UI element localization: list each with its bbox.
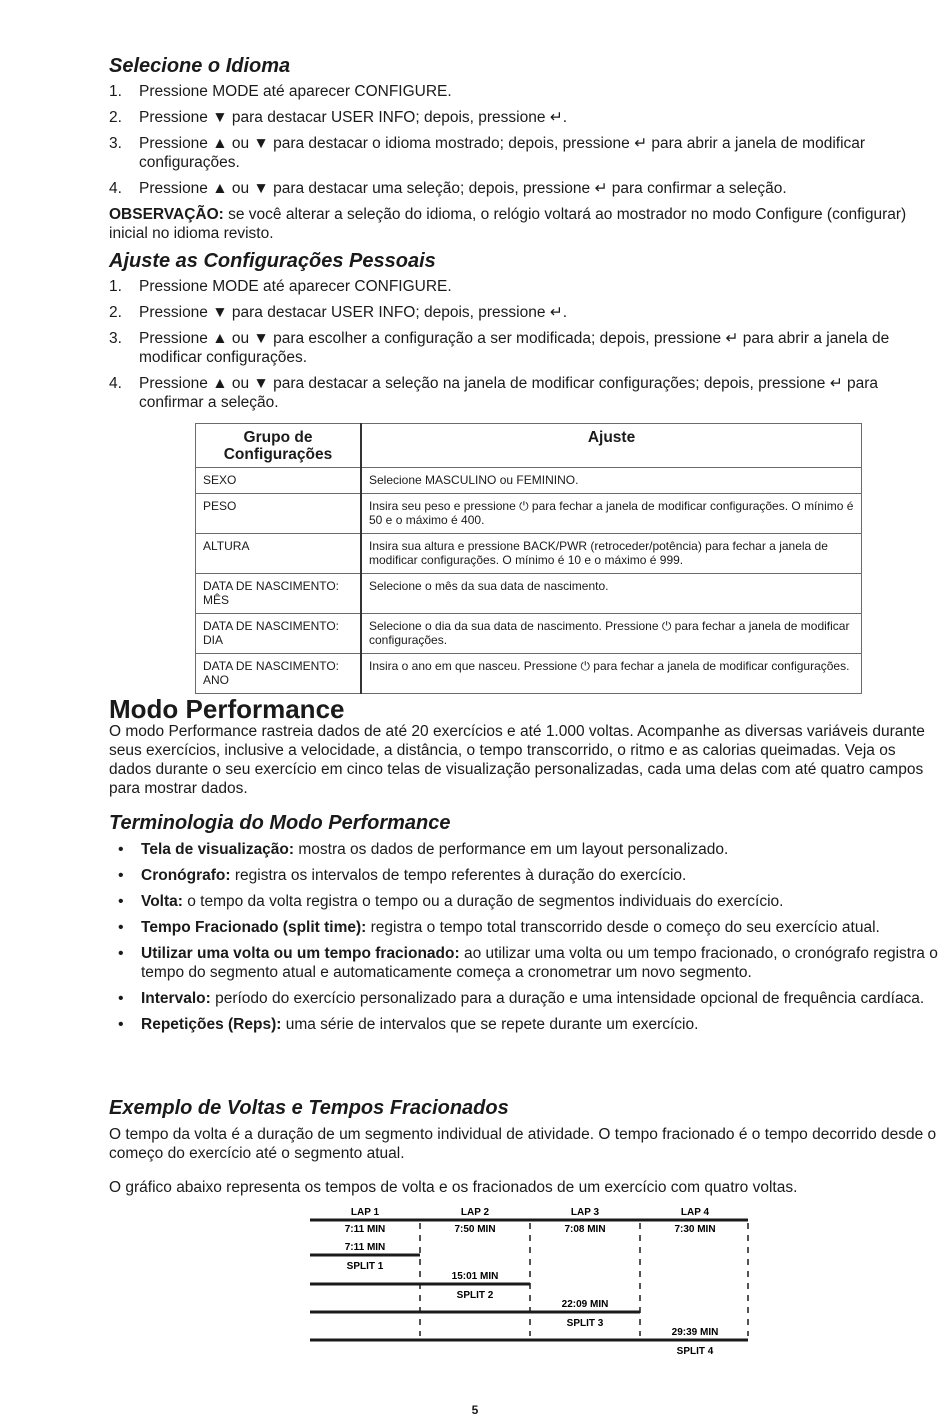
list-item	[109, 840, 939, 859]
list-item	[109, 918, 939, 937]
step-number: 2.	[109, 304, 122, 321]
terminology-list	[109, 840, 939, 1041]
performance-intro: O modo Performance rastreia dados de até 20 exercícios e até 1.000 voltas. Acompanhe as diversas variáveis durante seus exercícios, inclusive a velocidade, a distância, o tempo transcorrido, o ritmo e as calorias queimadas. Veja os dados durante o seu exercício em cinco telas de visualização personalizadas, cada uma delas com até quatro campos para mostrar dados.	[109, 723, 925, 797]
step-number: 3.	[109, 330, 122, 347]
list-item	[109, 277, 939, 296]
heading-personal-settings: Ajuste as Configurações Pessoais	[109, 250, 436, 272]
list-item	[109, 134, 939, 172]
table-cell-group: ALTURA	[196, 534, 362, 574]
term-label: Tempo Fracionado (split time):	[141, 919, 367, 936]
note-text: se você alterar a seleção do idioma, o relógio voltará ao mostrador no modo Configure (configurar) inicial no idioma revisto.	[109, 206, 907, 242]
note-label: OBSERVAÇÃO:	[109, 206, 224, 223]
table-row	[196, 574, 862, 614]
table-header-row	[196, 424, 862, 468]
term-label: Volta:	[141, 893, 183, 910]
bullet-icon: •	[118, 945, 124, 962]
table-cell-group: DATA DE NASCIMENTO: MÊS	[196, 574, 362, 614]
step-number: 3.	[109, 135, 122, 152]
step-text: Pressione ▲ ou ▼ para destacar uma seleção; depois, pressione ↵ para confirmar a seleção.	[139, 180, 787, 197]
split-time: 22:09 MIN	[561, 1299, 609, 1310]
step-text: Pressione ▼ para destacar USER INFO; depois, pressione ↵.	[139, 304, 568, 321]
term-label: Repetições (Reps):	[141, 1016, 282, 1033]
list-item	[109, 303, 939, 322]
split-time: 7:11 MIN	[344, 1242, 386, 1253]
table-cell-setting: Selecione o mês da sua data de nascimento.	[361, 574, 862, 614]
bullet-icon: •	[118, 893, 124, 910]
step-text: Pressione MODE até aparecer CONFIGURE.	[139, 83, 452, 100]
term-text: uma série de intervalos que se repete durante um exercício.	[281, 1016, 699, 1033]
list-item	[109, 866, 939, 885]
term-label: Tela de visualização:	[141, 841, 295, 858]
step-text: Pressione ▼ para destacar USER INFO; depois, pressione ↵.	[139, 109, 568, 126]
table-cell-group: DATA DE NASCIMENTO: ANO	[196, 654, 362, 694]
list-item	[109, 82, 939, 101]
list-item	[109, 989, 939, 1008]
personal-steps	[109, 277, 939, 419]
heading-lap-split-example: Exemplo de Voltas e Tempos Fracionados	[109, 1097, 509, 1119]
table-row	[196, 654, 862, 694]
page-number: 5	[471, 1403, 479, 1417]
table-row	[196, 494, 862, 534]
table-cell-setting: Insira o ano em que nasceu. Pressione ⏻ para fechar a janela de modificar configurações.	[361, 654, 862, 694]
lap-label: LAP 2	[460, 1207, 490, 1218]
step-text: Pressione ▲ ou ▼ para destacar a seleção na janela de modificar configurações; depois, pressione ↵ para confirmar a seleção.	[139, 375, 879, 411]
language-note	[109, 205, 941, 243]
term-text: mostra os dados de performance em um layout personalizado.	[294, 841, 729, 858]
step-number: 4.	[109, 180, 122, 197]
heading-select-language: Selecione o Idioma	[109, 55, 291, 77]
table-row	[196, 468, 862, 494]
list-item	[109, 892, 939, 911]
term-label: Cronógrafo:	[141, 867, 231, 884]
step-number: 2.	[109, 109, 122, 126]
bullet-icon: •	[118, 990, 124, 1007]
step-number: 4.	[109, 375, 122, 392]
language-steps	[109, 82, 939, 205]
term-label: Intervalo:	[141, 990, 211, 1007]
lap-time: 7:30 MIN	[674, 1224, 716, 1235]
table-cell-group: DATA DE NASCIMENTO: DIA	[196, 614, 362, 654]
term-text: o tempo da volta registra o tempo ou a duração de segmentos individuais do exercício.	[182, 893, 784, 910]
lap-time: 7:50 MIN	[454, 1224, 496, 1235]
heading-performance-mode: Modo Performance	[109, 694, 345, 724]
table-cell-setting: Selecione o dia da sua data de nascimento. Pressione ⏻ para fechar a janela de modificar configurações.	[361, 614, 862, 654]
lap-label: LAP 1	[350, 1207, 380, 1218]
step-text: Pressione MODE até aparecer CONFIGURE.	[139, 278, 452, 295]
split-label: SPLIT 3	[566, 1318, 604, 1329]
list-item	[109, 374, 939, 412]
split-time: 15:01 MIN	[451, 1271, 499, 1282]
step-number: 1.	[109, 278, 122, 295]
lap-label: LAP 3	[570, 1207, 600, 1218]
split-label: SPLIT 1	[346, 1261, 384, 1272]
step-number: 1.	[109, 83, 122, 100]
split-time: 29:39 MIN	[671, 1327, 719, 1338]
list-item	[109, 329, 939, 367]
table-cell-group: PESO	[196, 494, 362, 534]
example-text-2: O gráfico abaixo representa os tempos de volta e os fracionados de um exercício com quatro voltas.	[109, 1179, 798, 1196]
term-text: período do exercício personalizado para a duração e uma intensidade opcional de frequência cardíaca.	[210, 990, 925, 1007]
bullet-icon: •	[118, 1016, 124, 1033]
heading-terminology: Terminologia do Modo Performance	[109, 812, 451, 834]
column-header-group: Grupo de Configurações	[196, 424, 362, 468]
bullet-icon: •	[118, 841, 124, 858]
lap-label: LAP 4	[680, 1207, 710, 1218]
bullet-icon: •	[118, 919, 124, 936]
list-item	[109, 1015, 939, 1034]
step-text: Pressione ▲ ou ▼ para destacar o idioma mostrado; depois, pressione ↵ para abrir a janela de modificar configurações.	[139, 135, 866, 171]
example-text-1: O tempo da volta é a duração de um segmento individual de atividade. O tempo fracionado é o tempo decorrido desde o começo do exercício até o segmento atual.	[109, 1126, 937, 1162]
list-item	[109, 179, 939, 198]
term-text: registra o tempo total transcorrido desde o começo do seu exercício atual.	[366, 919, 880, 936]
bullet-icon: •	[118, 867, 124, 884]
term-text: registra os intervalos de tempo referentes à duração do exercício.	[230, 867, 687, 884]
split-label: SPLIT 2	[456, 1290, 494, 1301]
table-cell-setting: Insira seu peso e pressione ⏻ para fechar a janela de modificar configurações. O mínimo é 50 e o máximo é 400.	[361, 494, 862, 534]
settings-table	[195, 423, 862, 694]
lap-time: 7:08 MIN	[564, 1224, 606, 1235]
list-item	[109, 944, 939, 982]
table-cell-group: SEXO	[196, 468, 362, 494]
table-cell-setting: Insira sua altura e pressione BACK/PWR (retroceder/potência) para fechar a janela de modificar configurações. O mínimo é 10 e o máximo é 999.	[361, 534, 862, 574]
column-header-setting: Ajuste	[361, 424, 862, 468]
table-cell-setting: Selecione MASCULINO ou FEMININO.	[361, 468, 862, 494]
table-row	[196, 534, 862, 574]
split-label: SPLIT 4	[676, 1346, 714, 1357]
lap-time: 7:11 MIN	[344, 1224, 386, 1235]
table-row	[196, 614, 862, 654]
term-label: Utilizar uma volta ou um tempo fracionado:	[141, 945, 460, 962]
term-text: ao utilizar uma volta ou um tempo fracionado, o cronógrafo registra o tempo do segmento atual e automaticamente começa a cronometrar um novo segmento.	[141, 945, 938, 981]
list-item	[109, 108, 939, 127]
step-text: Pressione ▲ ou ▼ para escolher a configuração a ser modificada; depois, pressione ↵ para abrir a janela de modificar configurações.	[139, 330, 890, 366]
